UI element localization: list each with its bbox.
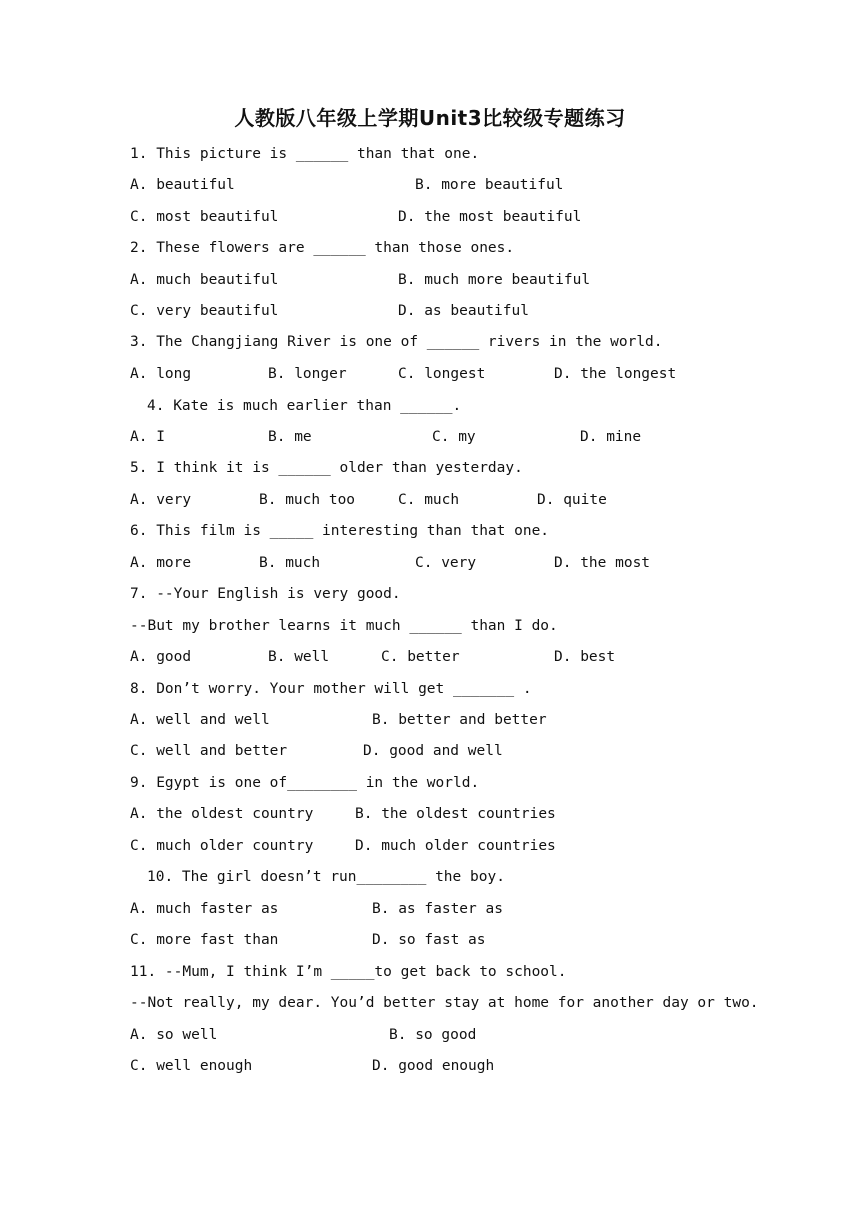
question-1-option-b: B. more beautiful (415, 177, 564, 193)
question-8-option-a: A. well and well (130, 712, 270, 728)
question-9-option-a: A. the oldest country (130, 806, 314, 822)
question-8-stem: 8. Don’t worry. Your mother will get _______ . (130, 681, 532, 697)
question-4-option-d: D. mine (580, 429, 642, 445)
question-9-option-d: D. much older countries (355, 838, 556, 854)
question-11-option-d: D. good enough (372, 1058, 495, 1074)
question-3-option-b: B. longer (268, 366, 347, 382)
question-8-option-b: B. better and better (372, 712, 547, 728)
question-5-stem: 5. I think it is ______ older than yesterday. (130, 460, 523, 476)
question-1-option-a: A. beautiful (130, 177, 235, 193)
question-3-option-d: D. the longest (554, 366, 677, 382)
question-5-option-b: B. much too (259, 492, 356, 508)
question-5-option-a: A. very (130, 492, 192, 508)
question-6-option-a: A. more (130, 555, 192, 571)
question-6-option-c: C. very (415, 555, 477, 571)
question-11-option-b: B. so good (389, 1027, 477, 1043)
question-3-option-c: C. longest (398, 366, 486, 382)
question-2-option-c: C. very beautiful (130, 303, 279, 319)
question-2-option-a: A. much beautiful (130, 272, 279, 288)
question-8-option-d: D. good and well (363, 743, 503, 759)
question-3-stem: 3. The Changjiang River is one of ______ rivers in the world. (130, 334, 663, 350)
question-2-option-d: D. as beautiful (398, 303, 529, 319)
question-1-option-c: C. most beautiful (130, 209, 279, 225)
question-4-stem: 4. Kate is much earlier than ______. (147, 398, 462, 414)
question-4-option-b: B. me (268, 429, 312, 445)
question-2-stem: 2. These flowers are ______ than those ones. (130, 240, 515, 256)
question-10-option-c: C. more fast than (130, 932, 279, 948)
question-4-option-a: A. I (130, 429, 165, 445)
question-6-stem: 6. This film is _____ interesting than that one. (130, 523, 550, 539)
question-7-stem: 7. --Your English is very good. (130, 586, 401, 602)
question-5-option-d: D. quite (537, 492, 607, 508)
page-title: 人教版八年级上学期Unit3比较级专题练习 (234, 106, 626, 130)
question-10-option-a: A. much faster as (130, 901, 279, 917)
question-6-option-b: B. much (259, 555, 321, 571)
question-7-option-d: D. best (554, 649, 616, 665)
question-7-option-a: A. good (130, 649, 192, 665)
question-10-stem: 10. The girl doesn’t run________ the boy. (147, 869, 505, 885)
question-10-option-d: D. so fast as (372, 932, 486, 948)
question-9-option-c: C. much older country (130, 838, 314, 854)
question-11-option-a: A. so well (130, 1027, 218, 1043)
question-4-option-c: C. my (432, 429, 476, 445)
question-7-stem-reply: --But my brother learns it much ______ than I do. (130, 618, 558, 634)
question-11-stem-reply: --Not really, my dear. You’d better stay at home for another day or two. (130, 995, 759, 1011)
question-10-option-b: B. as faster as (372, 901, 503, 917)
question-11-option-c: C. well enough (130, 1058, 253, 1074)
question-1-option-d: D. the most beautiful (398, 209, 582, 225)
question-9-stem: 9. Egypt is one of________ in the world. (130, 775, 480, 791)
question-7-option-c: C. better (381, 649, 460, 665)
question-6-option-d: D. the most (554, 555, 651, 571)
question-1-stem: 1. This picture is ______ than that one. (130, 146, 480, 162)
question-5-option-c: C. much (398, 492, 460, 508)
question-3-option-a: A. long (130, 366, 192, 382)
question-9-option-b: B. the oldest countries (355, 806, 556, 822)
question-11-stem: 11. --Mum, I think I’m _____to get back to school. (130, 964, 567, 980)
question-7-option-b: B. well (268, 649, 330, 665)
question-8-option-c: C. well and better (130, 743, 288, 759)
question-2-option-b: B. much more beautiful (398, 272, 591, 288)
